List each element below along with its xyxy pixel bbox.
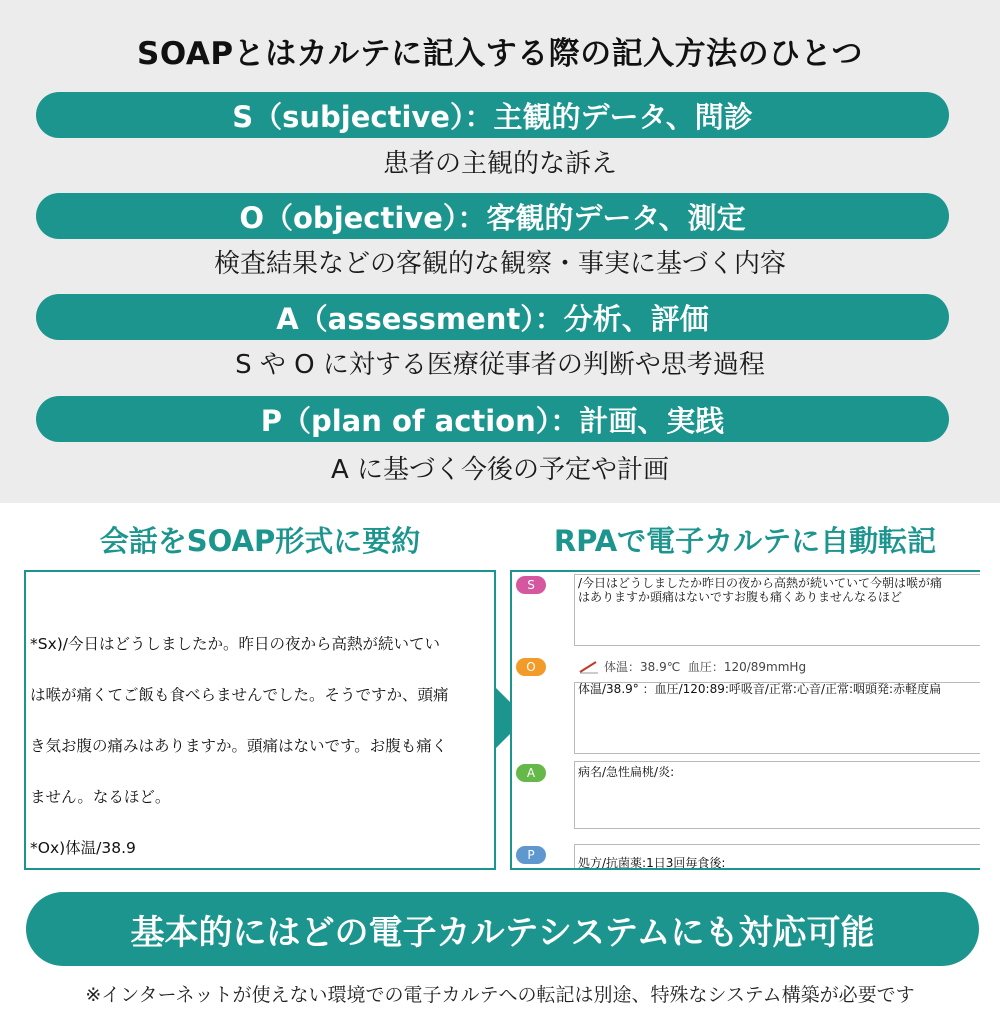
s-heading-pill: S（subjective）：主観的データ、問診 <box>36 92 949 138</box>
soap-explanation-panel <box>0 0 1000 503</box>
page-title: SOAPとはカルテに記入する際の記入方法のひとつ <box>137 36 863 72</box>
o-description: 検査結果などの客観的な観察・事実に基づく内容 <box>213 249 786 279</box>
p-heading-pill: P（plan of action）：計画、実践 <box>36 396 949 442</box>
o-field-text: 体温/38.9° ：血圧/120:89:呼吸音/正常:心音/正常:咽頭発:赤軽度扁 <box>578 682 942 696</box>
ehr-screen <box>510 570 980 870</box>
o-badge: O <box>516 658 546 676</box>
summary-line: ません。なるほど。 <box>30 788 171 806</box>
summary-line: *Sx)/今日はどうしましたか。昨日の夜から高熱が続いてい <box>30 635 441 653</box>
summary-line: *Ox)体温/38.9 <box>30 839 136 857</box>
o-vitals-note: 体温：38.9℃ 血圧：120/89mmHg <box>604 660 807 674</box>
summary-lines <box>30 602 449 870</box>
pen-icon <box>578 660 602 674</box>
s-description: 患者の主観的な訴え <box>382 149 617 179</box>
summary-line: き気お腹の痛みはありますか。頭痛はないです。お腹も痛く <box>30 737 448 755</box>
o-heading-pill: O（objective）：客観的データ、測定 <box>36 193 949 239</box>
p-field-text: 処方/抗菌薬:1日3回毎食後: <box>578 856 726 870</box>
a-heading-pill: A（assessment）：分析、評価 <box>36 294 949 340</box>
compatibility-banner: 基本的にはどの電子カルテシステムにも対応可能 <box>26 892 979 966</box>
s-badge: S <box>516 576 546 594</box>
s-field-text: /今日はどうしましたか昨日の夜から高熱が続いていて今朝は喉が痛 はありますか頭痛はないですお腹も痛くありませんなるほど <box>578 576 943 604</box>
p-description: A に基づく今後の予定や計画 <box>330 455 670 485</box>
p-badge: P <box>516 846 546 864</box>
a-badge: A <box>516 764 546 782</box>
left-section-title: 会話をSOAP形式に要約 <box>99 524 421 558</box>
a-field-text: 病名/急性扁桃/炎: <box>578 765 675 779</box>
soap-summary-textbox <box>24 570 496 870</box>
right-section-title: RPAで電子カルテに自動転記 <box>553 524 937 558</box>
summary-line: は喉が痛くてご飯も食べらませんでした。そうですか、頭痛 <box>30 686 449 704</box>
a-description: S や O に対する医療従事者の判断や思考過程 <box>235 350 765 380</box>
footnote: ※インターネットが使えない環境での電子カルテへの転記は別途、特殊なシステム構築が必要です <box>85 984 915 1006</box>
